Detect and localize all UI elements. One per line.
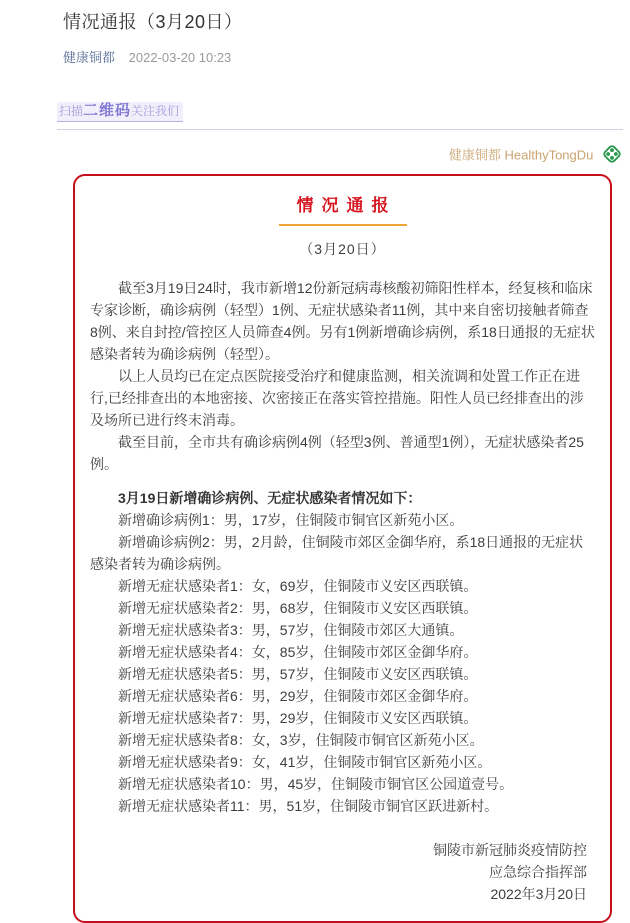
bulletin-paragraph: 以上人员均已在定点医院接受治疗和健康监测，相关流调和处置工作正在进行,已经排查出的本地密接、次密接正在落实管控措施。阳性人员已经排查出的涉及场所已进行终末消毒。 (90, 368, 584, 428)
signature-block (90, 839, 595, 905)
signature-line: 2022年3月20日 (490, 886, 587, 902)
article-content (57, 8, 623, 923)
case-list (90, 509, 595, 817)
case-line: 新增无症状感染者2：男，68岁，住铜陵市义安区西联镇。 (118, 600, 478, 616)
qr-caption-prefix: 扫描 (59, 104, 84, 118)
horizontal-divider (57, 129, 623, 130)
qr-caption-highlight: 二维码 (83, 102, 132, 119)
bulletin-title: 情况通报 (279, 191, 407, 226)
case-line: 新增无症状感染者7：男，29岁，住铜陵市义安区西联镇。 (118, 710, 478, 726)
case-line: 新增无症状感染者1：女，69岁，住铜陵市义安区西联镇。 (118, 578, 478, 594)
qr-caption-suffix: 关注我们 (131, 104, 180, 118)
case-line: 新增确诊病例1：男，17岁，住铜陵市铜官区新苑小区。 (118, 512, 464, 528)
bulletin-paragraphs (90, 277, 595, 475)
account-name-link[interactable]: 健康铜都 (63, 50, 116, 65)
qr-follow-link[interactable] (57, 102, 183, 122)
bulletin-paragraph: 截至目前，全市共有确诊病例4例（轻型3例、普通型1例），无症状感染者25例。 (90, 434, 584, 472)
brand-header (57, 143, 623, 165)
page-title: 情况通报（3月20日） (63, 12, 243, 32)
case-line: 新增无症状感染者5：男，57岁，住铜陵市义安区西联镇。 (118, 666, 478, 682)
case-line: 新增无症状感染者9：女，41岁，住铜陵市铜官区新苑小区。 (118, 754, 492, 770)
case-line: 新增确诊病例2：男，2月龄，住铜陵市郊区金御华府，系18日通报的无症状感染者转为确诊病例。 (90, 534, 584, 572)
article-page (0, 8, 630, 902)
section-heading: 3月19日新增确诊病例、无症状感染者情况如下： (118, 490, 422, 506)
bulletin-paragraph: 截至3月19日24时，我市新增12份新冠病毒核酸初筛阳性样本，经复核和临床专家诊断，确诊病例（轻型）1例、无症状感染者11例，其中来自密切接触者筛查8例、来自封控/管控区人员筛查4例。另有1例新增确诊病例，系18日通报的无症状感染者转为确诊病例（轻型）。 (90, 280, 595, 362)
bulletin-title-wrap (90, 191, 595, 226)
publish-time: 2022-03-20 10:23 (128, 50, 232, 65)
case-line: 新增无症状感染者10：男，45岁，住铜陵市铜官区公园道壹号。 (118, 776, 514, 792)
medical-clover-icon (601, 143, 623, 165)
article-meta (63, 47, 623, 66)
case-line: 新增无症状感染者3：男，57岁，住铜陵市郊区大通镇。 (118, 622, 464, 638)
signature-line: 应急综合指挥部 (489, 864, 587, 880)
case-line: 新增无症状感染者11：男，51岁，住铜陵市铜官区跃进新村。 (118, 798, 499, 814)
brand-name: 健康铜都 HealthyTongDu (448, 147, 594, 163)
case-line: 新增无症状感染者6：男，29岁，住铜陵市郊区金御华府。 (118, 688, 478, 704)
bulletin-subtitle: （3月20日） (299, 241, 386, 257)
case-line: 新增无症状感染者8：女，3岁，住铜陵市铜官区新苑小区。 (118, 732, 484, 748)
signature-line: 铜陵市新冠肺炎疫情防控 (433, 842, 587, 858)
bulletin-card (73, 174, 612, 923)
case-line: 新增无症状感染者4：女，85岁，住铜陵市郊区金御华府。 (118, 644, 478, 660)
